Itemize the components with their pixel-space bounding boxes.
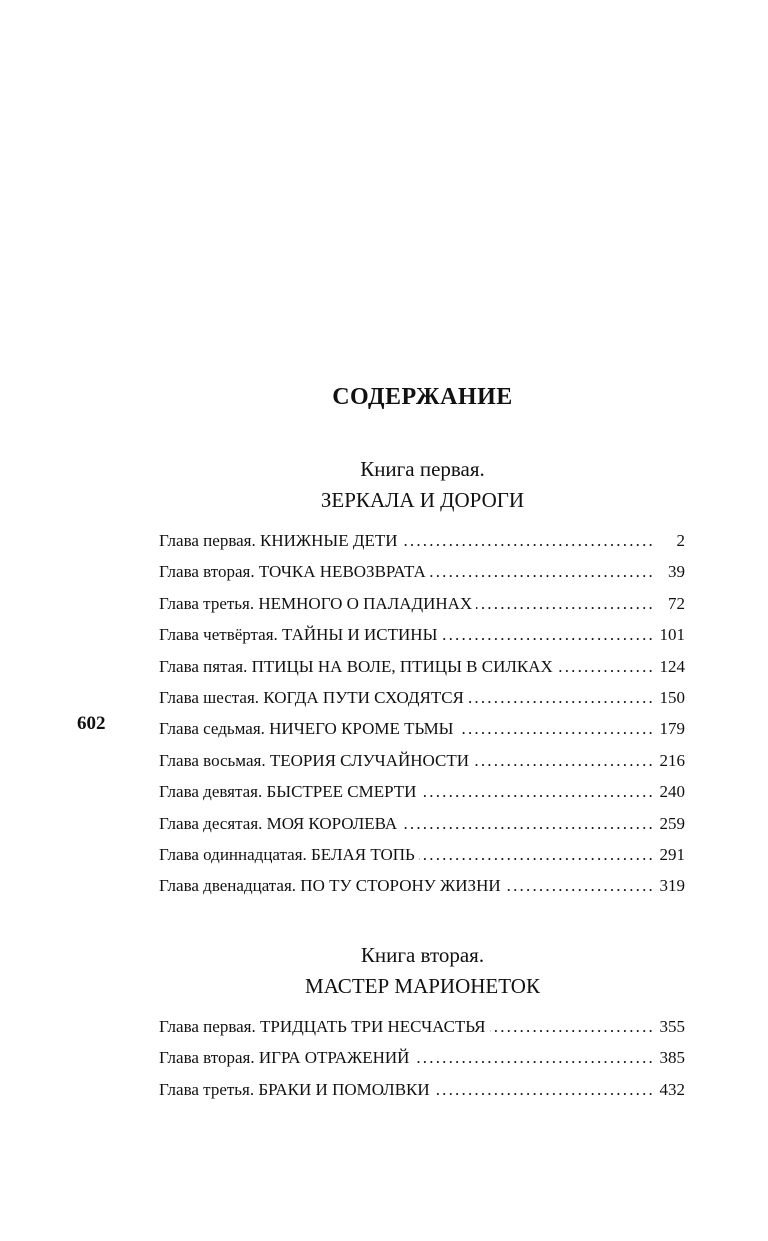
chapter-page: 124 — [659, 656, 685, 676]
chapter-title: Глава восьмая. ТЕОРИЯ СЛУЧАЙНОСТИ — [159, 750, 470, 770]
chapter-page: 39 — [668, 562, 685, 582]
dot-leader — [434, 1080, 655, 1100]
toc-entry[interactable] — [159, 1017, 685, 1048]
dot-leader — [505, 876, 655, 896]
dot-leader — [413, 1048, 655, 1068]
chapter-page: 179 — [659, 719, 685, 739]
book-two-chapter-list — [159, 1017, 685, 1111]
chapter-page: 216 — [659, 750, 685, 770]
dot-leader — [402, 531, 656, 551]
chapter-title: Глава одиннадцатая. БЕЛАЯ ТОПЬ — [159, 844, 415, 864]
chapter-title: Глава девятая. БЫСТРЕЕ СМЕРТИ — [159, 782, 417, 802]
dot-leader — [419, 845, 655, 865]
dot-leader — [557, 657, 655, 677]
toc-entry[interactable] — [159, 531, 685, 562]
dot-leader — [473, 751, 655, 771]
toc-entry[interactable] — [159, 657, 685, 688]
book-one-chapter-list — [159, 531, 685, 908]
book-two-heading — [0, 940, 768, 1002]
dot-leader — [420, 782, 655, 802]
book-two-title: МАСТЕР МАРИОНЕТОК — [305, 974, 540, 998]
chapter-title: Глава десятая. МОЯ КОРОЛЕВА — [159, 813, 398, 833]
toc-title: СОДЕРЖАНИЕ — [332, 384, 513, 410]
toc-entry[interactable] — [159, 876, 685, 907]
dot-leader — [468, 688, 655, 708]
dot-leader — [490, 1017, 656, 1037]
chapter-page: 259 — [659, 813, 685, 833]
chapter-title: Глава первая. ТРИДЦАТЬ ТРИ НЕСЧАСТЬЯ — [159, 1017, 486, 1036]
chapter-title: Глава четвёртая. ТАЙНЫ И ИСТИНЫ — [159, 625, 438, 645]
book-one-label: Книга первая. — [360, 457, 485, 481]
chapter-page: 2 — [676, 531, 685, 550]
toc-entry[interactable] — [159, 751, 685, 782]
chapter-title: Глава шестая. КОГДА ПУТИ СХОДЯТСЯ — [159, 687, 464, 707]
page-number: 602 — [77, 713, 106, 734]
chapter-page: 291 — [659, 844, 685, 864]
dot-leader — [476, 594, 655, 614]
toc-entry[interactable] — [159, 625, 685, 656]
toc-entry[interactable] — [159, 1048, 685, 1079]
chapter-page: 355 — [659, 1017, 685, 1036]
dot-leader — [430, 562, 655, 582]
book-one-heading — [0, 454, 768, 516]
chapter-title: Глава пятая. ПТИЦЫ НА ВОЛЕ, ПТИЦЫ В СИЛКАХ — [159, 656, 553, 676]
chapter-title: Глава вторая. ИГРА ОТРАЖЕНИЙ — [159, 1048, 410, 1068]
chapter-title: Глава вторая. ТОЧКА НЕВОЗВРАТА — [159, 562, 426, 582]
toc-entry[interactable] — [159, 782, 685, 813]
toc-entry[interactable] — [159, 845, 685, 876]
toc-entry[interactable] — [159, 688, 685, 719]
chapter-page: 150 — [659, 687, 685, 707]
chapter-page: 432 — [659, 1079, 685, 1099]
chapter-page: 319 — [659, 876, 685, 896]
chapter-page: 240 — [659, 782, 685, 802]
dot-leader — [441, 625, 655, 645]
chapter-title: Глава седьмая. НИЧЕГО КРОМЕ ТЬМЫ — [159, 719, 454, 739]
toc-entry[interactable] — [159, 594, 685, 625]
toc-entry[interactable] — [159, 562, 685, 593]
toc-entry[interactable] — [159, 814, 685, 845]
toc-entry[interactable] — [159, 719, 685, 750]
toc-entry[interactable] — [159, 1080, 685, 1111]
dot-leader — [458, 719, 655, 739]
chapter-page: 385 — [659, 1048, 685, 1068]
book-two-label: Книга вторая. — [360, 943, 485, 967]
chapter-page: 101 — [659, 625, 685, 645]
dot-leader — [401, 814, 655, 834]
chapter-title: Глава третья. НЕМНОГО О ПАЛАДИНАХ — [159, 593, 473, 613]
book-one-title: ЗЕРКАЛА И ДОРОГИ — [320, 488, 525, 512]
chapter-title: Глава первая. КНИЖНЫЕ ДЕТИ — [159, 531, 398, 550]
chapter-title: Глава двенадцатая. ПО ТУ СТОРОНУ ЖИЗНИ — [159, 876, 501, 896]
chapter-title: Глава третья. БРАКИ И ПОМОЛВКИ — [159, 1079, 430, 1099]
chapter-page: 72 — [668, 593, 685, 613]
